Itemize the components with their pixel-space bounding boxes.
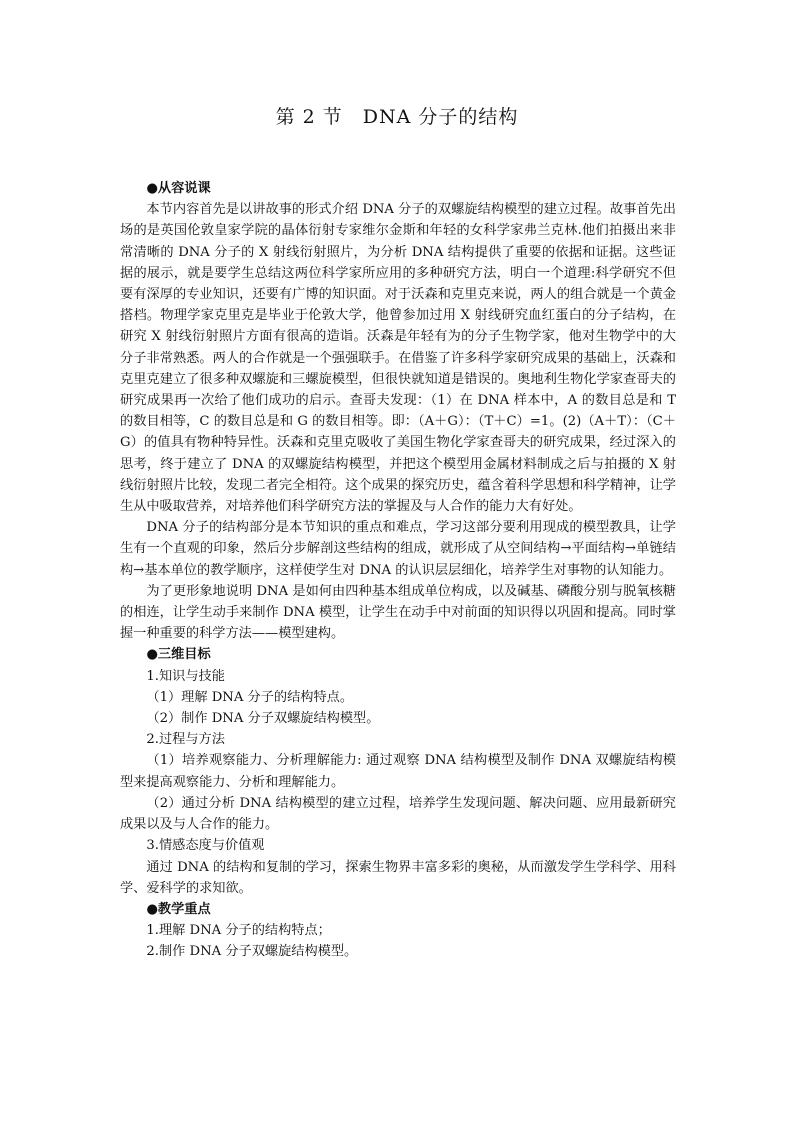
section-heading-lesson-notes: ●从容说课 xyxy=(146,181,211,196)
list-item: 1.理解 DNA 分子的结构特点； xyxy=(146,923,331,939)
list-item: （2）制作 DNA 分子双螺旋结构模型。 xyxy=(146,711,380,727)
paragraph: 为了更形象地说明 DNA 是如何由四种基本组成单位构成，以及碱基、磷酸分别与脱氧核糖的相连，让学生动手来制作 DNA 模型，让学生在动手中对前面的知识得以巩固和提高。同时掌握一种重要的科学方法——模型建构。 xyxy=(120,583,676,642)
subheading: 2.过程与方法 xyxy=(146,732,225,748)
subheading: 3.情感态度与价值观 xyxy=(146,838,265,854)
list-item: 2.制作 DNA 分子双螺旋结构模型。 xyxy=(146,944,358,960)
subheading: 1.知识与技能 xyxy=(146,668,225,684)
paragraph: DNA 分子的结构部分是本节知识的重点和难点，学习这部分要利用现成的模型教具，让学生有一个直观的印象，然后分步解剖这些结构的组成，就形成了从空间结构→平面结构→单链结构→基本单位的教学顺序，这样使学生对 DNA 的认识层层细化，培养学生对事物的认知能力。 xyxy=(120,520,676,578)
section-heading-objectives: ●三维目标 xyxy=(146,647,211,663)
paragraph: 通过 DNA 的结构和复制的学习，探索生物界丰富多彩的奥秘，从而激发学生学科学、用科学、爱科学的求知欲。 xyxy=(120,859,676,896)
document-body xyxy=(120,178,676,963)
page-title: 第 2 节 DNA 分子的结构 xyxy=(275,106,519,128)
section-heading-key-points: ●教学重点 xyxy=(146,901,211,917)
list-item: （2）通过分析 DNA 结构模型的建立过程，培养学生发现问题、解决问题、应用最新研究成果以及与人合作的能力。 xyxy=(120,795,676,833)
paragraph: 本节内容首先是以讲故事的形式介绍 DNA 分子的双螺旋结构模型的建立过程。故事首先出场的是英国伦敦皇家学院的晶体衍射专家维尔金斯和年轻的女科学家弗兰克林.他们拍摄出来非常清晰的 DNA 分子的 X 射线衍射照片，为分析 DNA 结构提供了重要的依据和证据。这些证据的展示，就是要学生总结这两位科学家所应用的多种研究方法，明白一个道理:科学研究不但要有深厚的专业知识，还要有广博的知识面。对于沃森和克里克来说，两人的组合就是一个黄金搭档。物理学家克里克是毕业于伦敦大学，他曾参加过用 X 射线研究血红蛋白的分子结构，在研究 X 射线衍射照片方面有很高的造诣。沃森是年轻有为的分子生物学家，他对生物学中的大分子非常熟悉。两人的合作就是一个强强联手。在借鉴了许多科学家研究成果的基础上，沃森和克里克建立了很多种双螺旋和三螺旋模型，但很快就知道是错误的。奥地利生物化学家查哥夫的研究成果再一次给了他们成功的启示。查哥夫发现：（1）在 DNA 样本中，A 的数目总是和 T 的数目相等，C 的数目总是和 G 的数目相等。即：（A＋G）：（T＋C）=1。(2)（A＋T）：（C＋G）的值具有物种特异性。沃森和克里克吸收了美国生物化学家查哥夫的研究成果，经过深入的思考，终于建立了 DNA 的双螺旋结构模型，并把这个模型用金属材料制成之后与拍摄的 X 射线衍射照片比较，发现二者完全相符。这个成果的探究历史，蕴含着科学思想和科学精神，让学生从中吸取营养，对培养他们科学研究方法的掌握及与人合作的能力大有好处。 xyxy=(120,202,676,515)
list-item: （1）培养观察能力、分析理解能力: 通过观察 DNA 结构模型及制作 DNA 双螺旋结构模型来提高观察能力、分析和理解能力。 xyxy=(120,753,676,790)
list-item: （1）理解 DNA 分子的结构特点。 xyxy=(146,689,354,705)
